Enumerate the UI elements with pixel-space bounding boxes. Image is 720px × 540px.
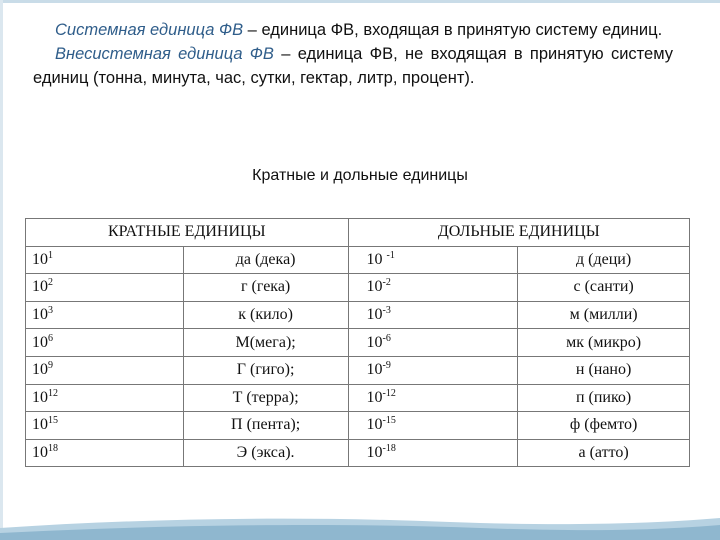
submultiple-power: [348, 356, 518, 384]
multiple-prefix-name: г (гека): [183, 274, 348, 302]
submultiple-prefix-name: м (милли): [518, 301, 690, 329]
submultiple-power: [348, 384, 518, 412]
table-body: [26, 246, 690, 467]
table-row: [26, 439, 690, 467]
top-border-decoration: [0, 0, 720, 3]
multiple-power: [26, 439, 184, 467]
submultiple-prefix-name: п (пико): [518, 384, 690, 412]
table-row: [26, 274, 690, 302]
power-base: 10: [366, 361, 383, 379]
power-exponent: 2: [48, 277, 53, 289]
submultiple-prefix-name: а (атто): [518, 439, 690, 467]
multiple-power: [26, 412, 184, 440]
power-exponent: -9: [382, 360, 391, 372]
table-row: [26, 246, 690, 274]
submultiple-prefix-name: ф (фемто): [518, 412, 690, 440]
power-base: 10: [366, 250, 387, 268]
submultiple-power: [348, 329, 518, 357]
power-exponent: 12: [48, 387, 58, 399]
multiple-prefix-name: Э (экса).: [183, 439, 348, 467]
table-header-row: [26, 219, 690, 247]
multiple-prefix-name: Г (гиго);: [183, 356, 348, 384]
power-base: 10: [32, 250, 48, 268]
multiple-power: [26, 329, 184, 357]
power-base: 10: [366, 306, 383, 324]
multiple-power: [26, 356, 184, 384]
header-multiple-units: КРАТНЫЕ ЕДИНИЦЫ: [26, 219, 349, 247]
left-border-decoration: [0, 0, 3, 540]
bottom-wave-decoration: [0, 514, 720, 540]
power-base: 10: [366, 388, 383, 406]
power-base: 10: [32, 444, 48, 462]
submultiple-prefix-name: д (деци): [518, 246, 690, 274]
table-row: [26, 329, 690, 357]
multiple-power: [26, 274, 184, 302]
header-submultiple-units: ДОЛЬНЫЕ ЕДИНИЦЫ: [348, 219, 690, 247]
power-exponent: -3: [382, 305, 391, 317]
submultiple-power: [348, 246, 518, 274]
submultiple-prefix-name: н (нано): [518, 356, 690, 384]
submultiple-prefix-name: с (санти): [518, 274, 690, 302]
power-base: 10: [32, 388, 48, 406]
power-exponent: 9: [48, 360, 53, 372]
submultiple-power: [348, 301, 518, 329]
power-base: 10: [366, 278, 383, 296]
power-exponent: -2: [382, 277, 391, 289]
definition-text: – единица ФВ, не входящая в принятую систему единиц (тонна, минута, час, сутки, гектар, литр, процент).: [33, 45, 673, 87]
power-exponent: 1: [48, 249, 53, 261]
power-base: 10: [32, 416, 48, 434]
power-base: 10: [32, 333, 48, 351]
multiple-prefix-name: П (пента);: [183, 412, 348, 440]
multiple-power: [26, 301, 184, 329]
multiple-power: [26, 246, 184, 274]
submultiple-prefix-name: мк (микро): [518, 329, 690, 357]
table-row: [26, 301, 690, 329]
power-exponent: -18: [382, 443, 396, 455]
power-base: 10: [366, 416, 383, 434]
power-exponent: -6: [382, 332, 391, 344]
multiple-prefix-name: М(мега);: [183, 329, 348, 357]
multiple-prefix-name: к (кило): [183, 301, 348, 329]
power-base: 10: [32, 278, 48, 296]
multiple-prefix-name: да (дека): [183, 246, 348, 274]
units-table: [25, 218, 690, 467]
submultiple-power: [348, 412, 518, 440]
power-base: 10: [32, 361, 48, 379]
definition-term: Внесистемная единица ФВ: [55, 45, 274, 63]
definition-text: – единица ФВ, входящая в принятую систему единиц.: [243, 21, 663, 39]
table-row: [26, 412, 690, 440]
power-base: 10: [32, 306, 48, 324]
power-exponent: -12: [382, 387, 396, 399]
table-row: [26, 384, 690, 412]
multiple-power: [26, 384, 184, 412]
definition-nonsystem-unit: [33, 42, 673, 90]
definition-system-unit: [33, 18, 673, 42]
power-exponent: 6: [48, 332, 53, 344]
power-exponent: 3: [48, 305, 53, 317]
submultiple-power: [348, 274, 518, 302]
table-row: [26, 356, 690, 384]
section-title: Кратные и дольные единицы: [252, 167, 468, 184]
power-base: 10: [366, 333, 383, 351]
power-exponent: -1: [386, 249, 395, 261]
power-exponent: -15: [382, 415, 396, 427]
submultiple-power: [348, 439, 518, 467]
definition-term: Системная единица ФВ: [55, 21, 244, 39]
definitions-block: [33, 18, 673, 90]
multiple-prefix-name: Т (терра);: [183, 384, 348, 412]
power-exponent: 18: [48, 443, 58, 455]
power-base: 10: [366, 444, 383, 462]
power-exponent: 15: [48, 415, 58, 427]
